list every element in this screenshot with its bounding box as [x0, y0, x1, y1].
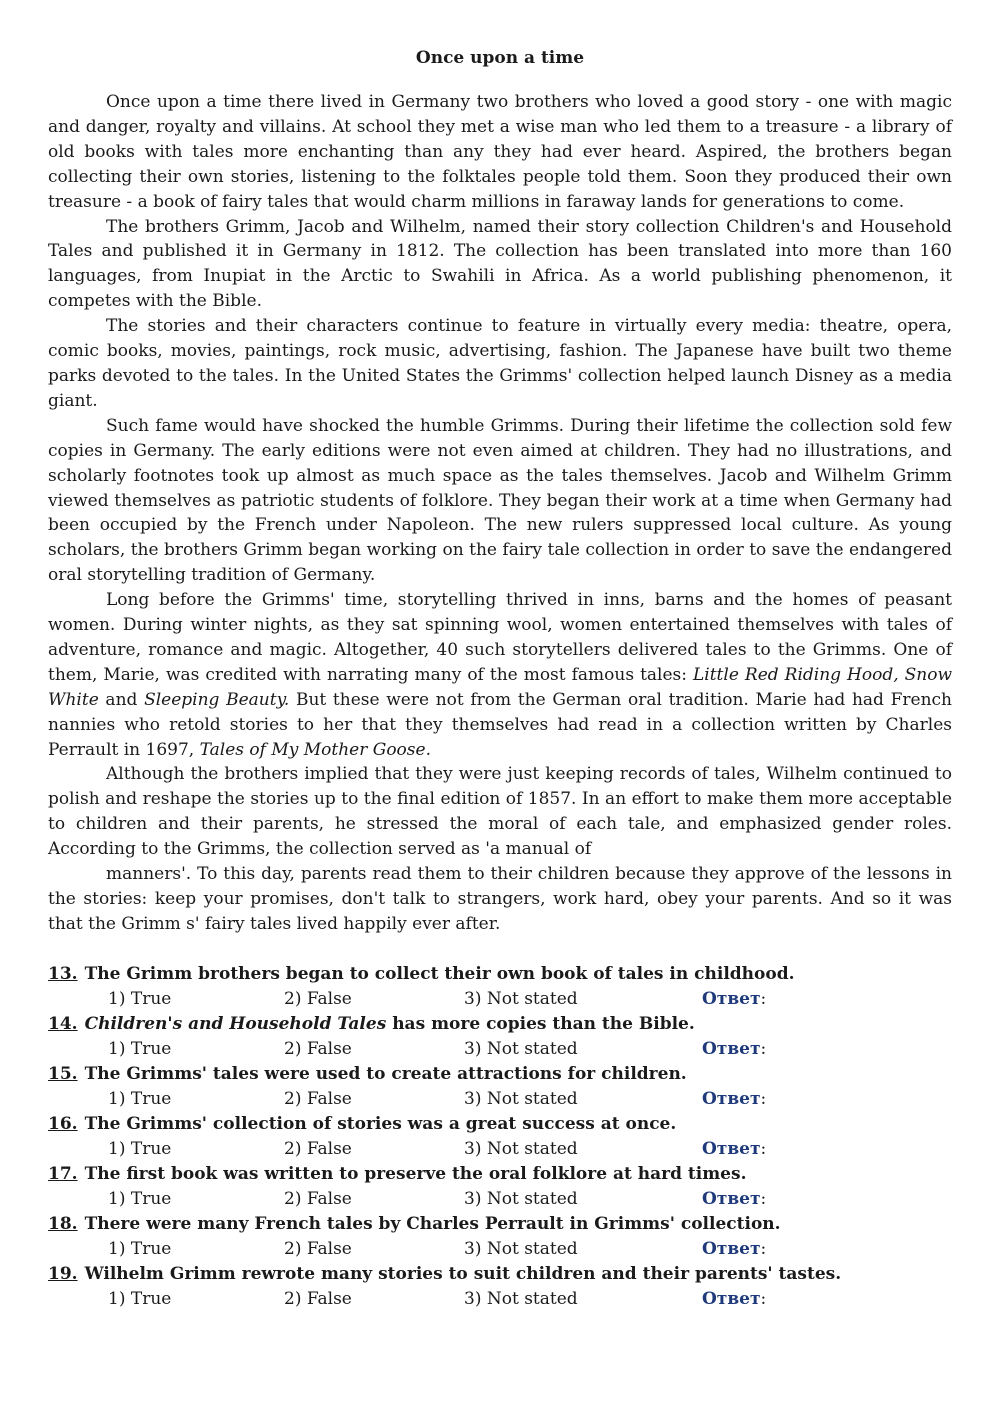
question-number: 15.: [48, 1063, 78, 1084]
option-true[interactable]: 1) True: [108, 1238, 172, 1259]
answer-colon: :: [760, 1038, 767, 1059]
option-not-stated[interactable]: 3) Not stated: [464, 1238, 578, 1259]
option-not-stated[interactable]: 3) Not stated: [464, 1088, 578, 1109]
answer-colon: :: [760, 1138, 767, 1159]
article-paragraph: [48, 862, 952, 937]
answer-field[interactable]: [702, 987, 766, 1012]
answer-label: Ответ: [702, 1038, 761, 1059]
answer-colon: :: [760, 1238, 767, 1259]
answer-label: Ответ: [702, 1288, 761, 1309]
question-statement: [48, 1162, 952, 1187]
answer-options-row: [48, 1037, 952, 1062]
question-text: [85, 1114, 677, 1134]
answer-colon: :: [760, 1188, 767, 1209]
answer-field[interactable]: [702, 1237, 766, 1262]
question-text: [85, 1014, 695, 1034]
question-number: 13.: [48, 963, 78, 984]
question-statement: [48, 1262, 952, 1287]
answer-options-row: [48, 1237, 952, 1262]
option-false[interactable]: 2) False: [284, 988, 352, 1009]
text-run: The Grimms' tales were used to create attractions for children.: [84, 1063, 687, 1084]
question-text: [85, 1214, 781, 1234]
option-true[interactable]: 1) True: [108, 1188, 172, 1209]
article-text: [48, 90, 952, 937]
text-run: The Grimm brothers began to collect their own book of tales in childhood.: [84, 963, 795, 984]
italic-title: Children's and Household Tales: [84, 1013, 387, 1034]
answer-colon: :: [760, 1088, 767, 1109]
text-run: Although the brothers implied that they were just keeping records of tales, Wilhelm continued to polish and reshape the stories up to the final edition of 1857. In an effort to make them more acceptable to children and their parents, he stressed the moral of each tale, and emphasized gender roles. According to the Grimms, the collection served as 'a manual of: [48, 764, 952, 860]
option-true[interactable]: 1) True: [108, 1038, 172, 1059]
answer-label: Ответ: [702, 1188, 761, 1209]
question-text: [85, 1064, 687, 1084]
answer-options-row: [48, 1137, 952, 1162]
question-number: 14.: [48, 1013, 78, 1034]
option-true[interactable]: 1) True: [108, 988, 172, 1009]
text-run: manners'. To this day, parents read them to their children because they approve of the lessons in the stories: keep your promises, don't talk to strangers, work hard, obey your parents. And so it was that the Grimm s' fairy tales lived happily ever after.: [48, 864, 952, 934]
answer-field[interactable]: [702, 1187, 766, 1212]
question-text: [85, 1164, 747, 1184]
text-run: The brothers Grimm, Jacob and Wilhelm, named their story collection Children's and Household Tales and published it in Germany in 1812. The collection has been translated into more than 160 languages, from Inupiat in the Arctic to Swahili in Africa. As a world publishing phenomenon, it competes with the Bible.: [48, 216, 952, 312]
article-paragraph: [48, 90, 952, 215]
option-not-stated[interactable]: 3) Not stated: [464, 1188, 578, 1209]
italic-title: Sleeping Beauty.: [144, 689, 290, 710]
article-paragraph: [48, 762, 952, 862]
question-statement: [48, 962, 952, 987]
article-paragraph: [48, 588, 952, 762]
option-true[interactable]: 1) True: [108, 1288, 172, 1309]
article-paragraph: [48, 314, 952, 414]
text-run: Such fame would have shocked the humble Grimms. During their lifetime the collection sold few copies in Germany. The early editions were not even aimed at children. They had no illustrations, and scholarly footnotes took up almost as much space as the tales themselves. Jacob and Wilhelm Grimm viewed themselves as patriotic students of folklore. They began their work at a time when Germany had been occupied by the French under Napoleon. The new rulers suppressed local culture. As young scholars, the brothers Grimm began working on the fairy tale collection in order to save the endangered oral storytelling tradition of Germany.: [48, 415, 952, 586]
answer-colon: :: [760, 988, 767, 1009]
option-true[interactable]: 1) True: [108, 1088, 172, 1109]
answer-label: Ответ: [702, 1238, 761, 1259]
text-run: The Grimms' collection of stories was a great success at once.: [84, 1113, 677, 1134]
answer-options-row: [48, 987, 952, 1012]
question-statement: [48, 1112, 952, 1137]
italic-title: Little Red Riding Hood, Snow White: [48, 664, 952, 710]
option-not-stated[interactable]: 3) Not stated: [464, 1038, 578, 1059]
answer-field[interactable]: [702, 1137, 766, 1162]
option-false[interactable]: 2) False: [284, 1238, 352, 1259]
answer-options-row: [48, 1087, 952, 1112]
question-text: [85, 964, 795, 984]
text-run: Long before the Grimms' time, storytelling thrived in inns, barns and the homes of peasant women. During winter nights, as they sat spinning wool, women entertained themselves with tales of adventure, romance and magic. Altogether, 40 such storytellers delivered tales to the Grimms. One of them, Marie, was credited with narrating many of the most famous tales:: [48, 590, 952, 685]
option-not-stated[interactable]: 3) Not stated: [464, 1138, 578, 1159]
option-not-stated[interactable]: 3) Not stated: [464, 1288, 578, 1309]
option-false[interactable]: 2) False: [284, 1188, 352, 1209]
article-paragraph: [48, 414, 952, 588]
question-number: 19.: [48, 1263, 78, 1284]
question-statement: [48, 1012, 952, 1037]
worksheet-page: [48, 46, 952, 1312]
text-run: Wilhelm Grimm rewrote many stories to suit children and their parents' tastes.: [84, 1263, 842, 1284]
question-statement: [48, 1062, 952, 1087]
text-run: There were many French tales by Charles Perrault in Grimms' collection.: [84, 1213, 781, 1234]
text-run: Once upon a time there lived in Germany two brothers who loved a good story - one with magic and danger, royalty and villains. At school they met a wise man who led them to a treasure - a library of old books with tales more enchanting than any they had ever heard. Aspired, the brothers began collecting their own stories, listening to the folktales people told them. Soon they produced their own treasure - a book of fairy tales that would charm millions in faraway lands for generations to come.: [48, 92, 952, 212]
option-false[interactable]: 2) False: [284, 1038, 352, 1059]
option-not-stated[interactable]: 3) Not stated: [464, 988, 578, 1009]
question-statement: [48, 1212, 952, 1237]
text-run: The first book was written to preserve the oral folklore at hard times.: [84, 1163, 747, 1184]
answer-label: Ответ: [702, 1088, 761, 1109]
answer-options-row: [48, 1287, 952, 1312]
answer-options-row: [48, 1187, 952, 1212]
option-false[interactable]: 2) False: [284, 1288, 352, 1309]
text-run: and: [98, 689, 145, 710]
question-number: 18.: [48, 1213, 78, 1234]
answer-field[interactable]: [702, 1037, 766, 1062]
answer-label: Ответ: [702, 988, 761, 1009]
article-paragraph: [48, 215, 952, 315]
option-false[interactable]: 2) False: [284, 1088, 352, 1109]
option-true[interactable]: 1) True: [108, 1138, 172, 1159]
answer-field[interactable]: [702, 1287, 766, 1312]
text-run: The stories and their characters continue to feature in virtually every media: theatre, opera, comic books, movies, paintings, rock music, advertising, fashion. The Japanese have built two theme parks devoted to the tales. In the United States the Grimms' collection helped launch Disney as a media giant.: [48, 316, 952, 411]
answer-field[interactable]: [702, 1087, 766, 1112]
text-run: has more copies than the Bible.: [386, 1013, 695, 1034]
answer-colon: :: [760, 1288, 767, 1309]
question-list: [48, 962, 952, 1312]
italic-title: Tales of My Mother Goose.: [199, 739, 431, 760]
option-false[interactable]: 2) False: [284, 1138, 352, 1159]
text-run: But these were not from the German oral tradition. Marie had had French nannies who retold stories to her that they themselves had read in a collection written by Charles Perrault in 1697,: [48, 689, 953, 760]
question-text: [85, 1264, 842, 1284]
page-title: Once upon a time: [415, 48, 585, 68]
question-number: 17.: [48, 1163, 78, 1184]
question-number: 16.: [48, 1113, 78, 1134]
answer-label: Ответ: [702, 1138, 761, 1159]
